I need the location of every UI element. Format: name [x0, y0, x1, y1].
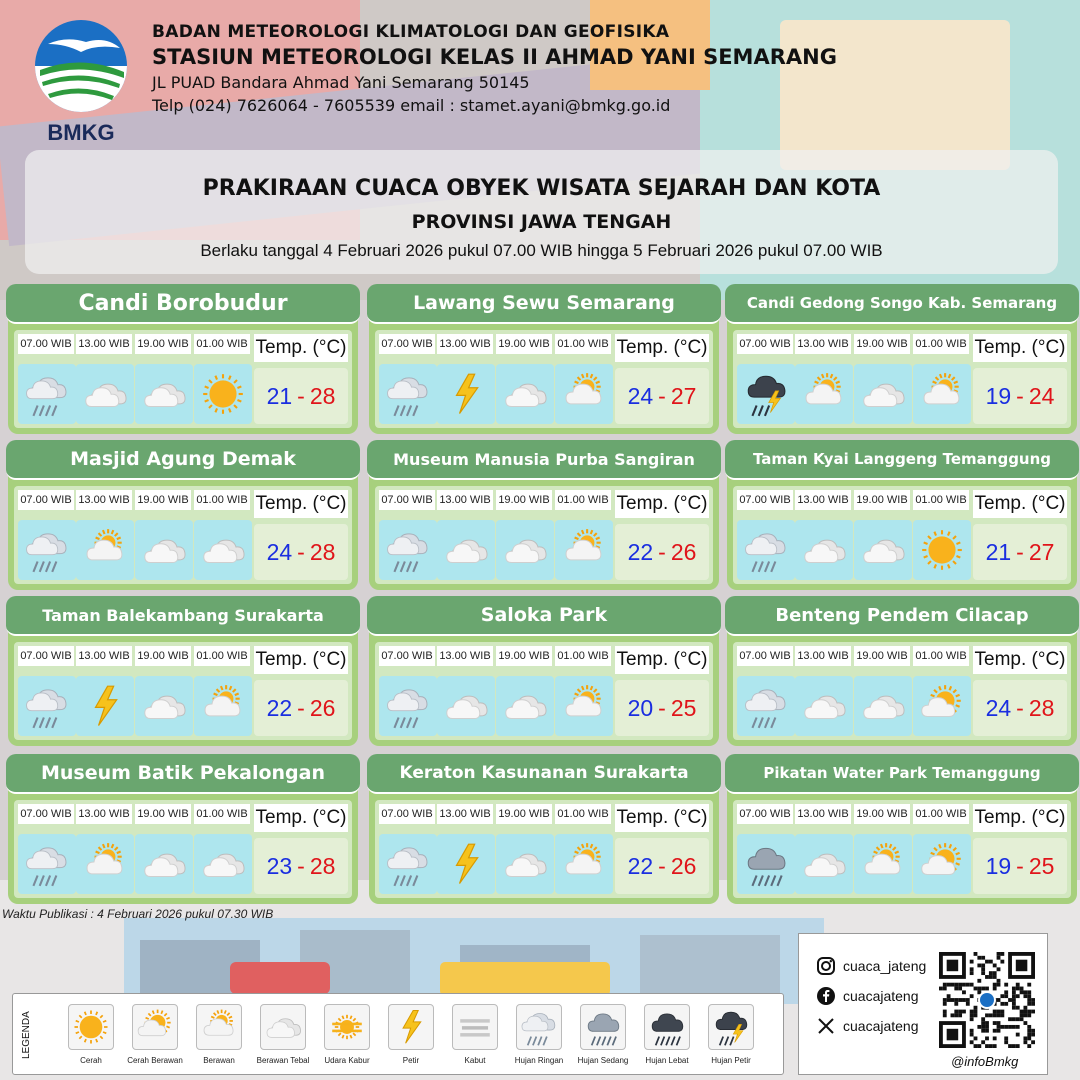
- temp-dash: -: [297, 694, 305, 721]
- temp-dash: -: [297, 382, 305, 409]
- card-title: Saloka Park: [367, 596, 721, 636]
- temp-header: Temp. (°C): [254, 334, 348, 362]
- temp-range: [254, 524, 348, 580]
- qr-code[interactable]: [939, 952, 1035, 1048]
- temp-dash: -: [658, 538, 666, 565]
- temp-max: 28: [1028, 694, 1055, 721]
- station-contact: Telp (024) 7626064 - 7605539 email : stamet.ayani@bmkg.go.id: [152, 96, 671, 115]
- legend-label: Hujan Ringan: [514, 1056, 564, 1065]
- berawan-icon: [795, 364, 853, 424]
- x-link[interactable]: [815, 1014, 919, 1038]
- temp-min: 24: [627, 382, 654, 409]
- time-label: 19.00 WIB: [496, 646, 552, 666]
- temp-header: Temp. (°C): [615, 804, 709, 832]
- card-title: Taman Kyai Langgeng Temanggung: [725, 440, 1079, 480]
- time-label: 07.00 WIB: [18, 334, 74, 354]
- validity-text: Berlaku tanggal 4 Februari 2026 pukul 07.00 WIB hingga 5 Februari 2026 pukul 07.00 WIB: [200, 241, 883, 260]
- time-label: 19.00 WIB: [854, 646, 910, 666]
- forecast-card: [369, 286, 719, 434]
- temp-min: 22: [266, 694, 293, 721]
- berawan-tebal-icon: [135, 364, 193, 424]
- time-label: 07.00 WIB: [737, 334, 793, 354]
- legend-item: [251, 1004, 315, 1065]
- berawan-tebal-icon: [496, 364, 554, 424]
- time-label: 13.00 WIB: [437, 490, 493, 510]
- hujan-ringan-icon: [737, 676, 795, 736]
- forecast-card: [8, 756, 358, 904]
- card-body: [14, 800, 352, 898]
- time-label: 07.00 WIB: [737, 646, 793, 666]
- temp-max: 28: [309, 382, 336, 409]
- temp-max: 25: [1028, 852, 1055, 879]
- time-label: 07.00 WIB: [379, 334, 435, 354]
- time-label: 19.00 WIB: [135, 334, 191, 354]
- temp-header: Temp. (°C): [973, 490, 1067, 518]
- petir-icon: [437, 364, 495, 424]
- card-body: [375, 486, 713, 584]
- hujan-ringan-icon: [737, 520, 795, 580]
- berawan-tebal-icon: [795, 676, 853, 736]
- temp-range: [973, 368, 1067, 424]
- time-label: 01.00 WIB: [913, 646, 969, 666]
- temp-header: Temp. (°C): [254, 804, 348, 832]
- time-label: 01.00 WIB: [555, 804, 611, 824]
- legend-label: Cerah: [80, 1056, 102, 1065]
- time-label: 07.00 WIB: [379, 490, 435, 510]
- time-label: 01.00 WIB: [913, 334, 969, 354]
- legend-label: Berawan Tebal: [256, 1056, 310, 1065]
- forecast-card: [727, 286, 1077, 434]
- facebook-handle: cuacajateng: [843, 988, 919, 1004]
- card-title: Masjid Agung Demak: [6, 440, 360, 480]
- legend-label: Udara Kabur: [324, 1056, 370, 1065]
- forecast-card: [727, 442, 1077, 590]
- temp-header: Temp. (°C): [615, 646, 709, 674]
- hujan-sedang-icon: [737, 834, 795, 894]
- berawan-tebal-icon: [854, 364, 912, 424]
- berawan-tebal-icon: [496, 520, 554, 580]
- temp-max: 26: [309, 694, 336, 721]
- berawan-icon: [76, 834, 134, 894]
- card-title: Museum Batik Pekalongan: [6, 754, 360, 794]
- card-body: [733, 642, 1071, 740]
- berawan-icon: [854, 834, 912, 894]
- instagram-link[interactable]: [815, 954, 926, 978]
- hujan-ringan-icon: [18, 364, 76, 424]
- berawan-tebal-icon: [795, 834, 853, 894]
- legend-item: [123, 1004, 187, 1065]
- temp-dash: -: [297, 538, 305, 565]
- temp-min: 20: [627, 694, 654, 721]
- station-name: STASIUN METEOROLOGI KELAS II AHMAD YANI SEMARANG: [152, 45, 837, 69]
- facebook-link[interactable]: [815, 984, 919, 1008]
- time-label: 19.00 WIB: [496, 334, 552, 354]
- card-title: Taman Balekambang Surakarta: [6, 596, 360, 636]
- instagram-icon: [815, 955, 837, 977]
- time-label: 13.00 WIB: [795, 490, 851, 510]
- temp-range: [254, 368, 348, 424]
- temp-max: 25: [670, 694, 697, 721]
- time-label: 13.00 WIB: [437, 804, 493, 824]
- temp-dash: -: [1016, 852, 1024, 879]
- temp-range: [254, 680, 348, 736]
- hujan-ringan-icon: [516, 1004, 562, 1050]
- publication-time: Waktu Publikasi : 4 Februari 2026 pukul 07.30 WIB: [2, 907, 274, 921]
- cerah-berawan-icon: [913, 676, 971, 736]
- time-label: 19.00 WIB: [854, 804, 910, 824]
- time-label: 01.00 WIB: [913, 490, 969, 510]
- berawan-icon: [555, 834, 613, 894]
- berawan-tebal-icon: [854, 520, 912, 580]
- berawan-icon: [913, 364, 971, 424]
- berawan-icon: [196, 1004, 242, 1050]
- berawan-tebal-icon: [194, 520, 252, 580]
- temp-range: [615, 368, 709, 424]
- hujan-petir-icon: [708, 1004, 754, 1050]
- berawan-tebal-icon: [496, 834, 554, 894]
- temp-dash: -: [658, 694, 666, 721]
- cerah-icon: [194, 364, 252, 424]
- card-title: Benteng Pendem Cilacap: [725, 596, 1079, 636]
- card-body: [733, 800, 1071, 898]
- hujan-ringan-icon: [379, 676, 437, 736]
- legend-item: [379, 1004, 443, 1065]
- card-title: Candi Borobudur: [6, 284, 360, 324]
- card-title: Lawang Sewu Semarang: [367, 284, 721, 324]
- time-label: 01.00 WIB: [194, 646, 250, 666]
- hujan-ringan-icon: [379, 364, 437, 424]
- berawan-tebal-icon: [135, 520, 193, 580]
- berawan-icon: [76, 520, 134, 580]
- instagram-handle: cuaca_jateng: [843, 958, 927, 974]
- forecast-card: [8, 598, 358, 746]
- legend-panel: [12, 993, 784, 1075]
- time-label: 01.00 WIB: [194, 490, 250, 510]
- legend-label: Kabut: [464, 1056, 486, 1065]
- cerah-berawan-icon: [132, 1004, 178, 1050]
- temp-range: [615, 524, 709, 580]
- time-label: 19.00 WIB: [135, 804, 191, 824]
- time-label: 19.00 WIB: [854, 490, 910, 510]
- temp-min: 21: [266, 382, 293, 409]
- berawan-icon: [555, 520, 613, 580]
- berawan-tebal-icon: [795, 520, 853, 580]
- berawan-tebal-icon: [135, 834, 193, 894]
- berawan-icon: [194, 676, 252, 736]
- card-body: [733, 486, 1071, 584]
- legend-label: Hujan Sedang: [577, 1056, 629, 1065]
- logo-text: BMKG: [47, 120, 115, 144]
- legend-label: Berawan: [203, 1056, 235, 1065]
- temp-header: Temp. (°C): [615, 334, 709, 362]
- temp-dash: -: [1016, 382, 1024, 409]
- time-label: 01.00 WIB: [555, 490, 611, 510]
- time-label: 19.00 WIB: [135, 646, 191, 666]
- forecast-card: [727, 756, 1077, 904]
- cerah-icon: [68, 1004, 114, 1050]
- time-label: 07.00 WIB: [379, 646, 435, 666]
- forecast-card: [727, 598, 1077, 746]
- hujan-ringan-icon: [18, 520, 76, 580]
- legend-item: [315, 1004, 379, 1065]
- temp-header: Temp. (°C): [973, 646, 1067, 674]
- legend-label: Hujan Lebat: [645, 1056, 689, 1065]
- berawan-icon: [555, 364, 613, 424]
- card-title: Pikatan Water Park Temanggung: [725, 754, 1079, 794]
- time-label: 01.00 WIB: [555, 334, 611, 354]
- legend-item: [507, 1004, 571, 1065]
- udara-kabur-icon: [324, 1004, 370, 1050]
- temp-dash: -: [297, 852, 305, 879]
- card-title: Museum Manusia Purba Sangiran: [367, 440, 721, 480]
- temp-min: 22: [627, 852, 654, 879]
- time-label: 13.00 WIB: [76, 334, 132, 354]
- hujan-sedang-icon: [580, 1004, 626, 1050]
- page-title: PRAKIRAAN CUACA OBYEK WISATA SEJARAH DAN KOTA: [202, 176, 881, 201]
- temp-header: Temp. (°C): [615, 490, 709, 518]
- temp-max: 28: [309, 538, 336, 565]
- temp-range: [615, 680, 709, 736]
- station-address: JL PUAD Bandara Ahmad Yani Semarang 50145: [152, 73, 530, 92]
- time-label: 07.00 WIB: [379, 804, 435, 824]
- time-label: 13.00 WIB: [795, 804, 851, 824]
- time-label: 07.00 WIB: [737, 490, 793, 510]
- forecast-card: [369, 598, 719, 746]
- time-label: 07.00 WIB: [18, 490, 74, 510]
- temp-header: Temp. (°C): [254, 490, 348, 518]
- legend-item: [59, 1004, 123, 1065]
- time-label: 01.00 WIB: [194, 334, 250, 354]
- card-body: [375, 330, 713, 428]
- temp-min: 19: [985, 382, 1012, 409]
- time-label: 19.00 WIB: [854, 334, 910, 354]
- temp-min: 22: [627, 538, 654, 565]
- time-label: 01.00 WIB: [913, 804, 969, 824]
- legend-label: Cerah Berawan: [127, 1056, 183, 1065]
- card-body: [733, 330, 1071, 428]
- social-panel: [798, 933, 1048, 1075]
- temp-max: 26: [670, 538, 697, 565]
- berawan-tebal-icon: [437, 520, 495, 580]
- temp-header: Temp. (°C): [973, 334, 1067, 362]
- temp-max: 27: [670, 382, 697, 409]
- time-label: 01.00 WIB: [194, 804, 250, 824]
- card-body: [14, 330, 352, 428]
- legend-label: Petir: [402, 1056, 420, 1065]
- temp-min: 23: [266, 852, 293, 879]
- hujan-ringan-icon: [379, 834, 437, 894]
- time-label: 13.00 WIB: [76, 646, 132, 666]
- temp-dash: -: [1016, 538, 1024, 565]
- time-label: 13.00 WIB: [437, 334, 493, 354]
- time-label: 01.00 WIB: [555, 646, 611, 666]
- forecast-card: [8, 442, 358, 590]
- berawan-tebal-icon: [260, 1004, 306, 1050]
- card-title: Keraton Kasunanan Surakarta: [367, 754, 721, 794]
- time-label: 07.00 WIB: [737, 804, 793, 824]
- berawan-tebal-icon: [194, 834, 252, 894]
- cerah-icon: [913, 520, 971, 580]
- temp-range: [973, 838, 1067, 894]
- temp-header: Temp. (°C): [254, 646, 348, 674]
- hujan-petir-icon: [737, 364, 795, 424]
- time-label: 19.00 WIB: [135, 490, 191, 510]
- temp-max: 24: [1028, 382, 1055, 409]
- legend-item: [635, 1004, 699, 1065]
- temp-range: [973, 524, 1067, 580]
- temp-range: [254, 838, 348, 894]
- time-label: 07.00 WIB: [18, 646, 74, 666]
- kabut-icon: [452, 1004, 498, 1050]
- temp-max: 27: [1028, 538, 1055, 565]
- hujan-ringan-icon: [379, 520, 437, 580]
- card-title: Candi Gedong Songo Kab. Semarang: [725, 284, 1079, 324]
- temp-min: 19: [985, 852, 1012, 879]
- temp-dash: -: [658, 852, 666, 879]
- time-label: 19.00 WIB: [496, 804, 552, 824]
- time-label: 13.00 WIB: [795, 646, 851, 666]
- berawan-tebal-icon: [76, 364, 134, 424]
- berawan-tebal-icon: [135, 676, 193, 736]
- petir-icon: [76, 676, 134, 736]
- berawan-icon: [555, 676, 613, 736]
- forecast-card: [8, 286, 358, 434]
- card-body: [14, 486, 352, 584]
- forecast-card: [369, 442, 719, 590]
- time-label: 13.00 WIB: [437, 646, 493, 666]
- legend-item: [443, 1004, 507, 1065]
- card-body: [375, 642, 713, 740]
- temp-min: 21: [985, 538, 1012, 565]
- temp-dash: -: [658, 382, 666, 409]
- hujan-ringan-icon: [18, 834, 76, 894]
- x-icon: [815, 1015, 837, 1037]
- card-body: [14, 642, 352, 740]
- petir-icon: [437, 834, 495, 894]
- berawan-tebal-icon: [854, 676, 912, 736]
- bmkg-handle: @infoBmkg: [951, 1054, 1019, 1069]
- temp-range: [973, 680, 1067, 736]
- page-subtitle: PROVINSI JAWA TENGAH: [411, 211, 672, 233]
- berawan-tebal-icon: [437, 676, 495, 736]
- temp-min: 24: [985, 694, 1012, 721]
- time-label: 13.00 WIB: [795, 334, 851, 354]
- org-name: BADAN METEOROLOGI KLIMATOLOGI DAN GEOFISIKA: [152, 22, 670, 42]
- legend-item: [187, 1004, 251, 1065]
- forecast-card: [369, 756, 719, 904]
- legend-label: Hujan Petir: [711, 1056, 751, 1065]
- temp-max: 28: [309, 852, 336, 879]
- legend-title: LEGENDA: [21, 1011, 32, 1059]
- time-label: 13.00 WIB: [76, 490, 132, 510]
- facebook-icon: [815, 985, 837, 1007]
- hujan-ringan-icon: [18, 676, 76, 736]
- card-body: [375, 800, 713, 898]
- hujan-lebat-icon: [644, 1004, 690, 1050]
- legend-item: [699, 1004, 763, 1065]
- berawan-tebal-icon: [496, 676, 554, 736]
- temp-max: 26: [670, 852, 697, 879]
- time-label: 19.00 WIB: [496, 490, 552, 510]
- temp-dash: -: [1016, 694, 1024, 721]
- time-label: 07.00 WIB: [18, 804, 74, 824]
- time-label: 13.00 WIB: [76, 804, 132, 824]
- cerah-berawan-icon: [913, 834, 971, 894]
- temp-range: [615, 838, 709, 894]
- temp-min: 24: [266, 538, 293, 565]
- x-handle: cuacajateng: [843, 1018, 919, 1034]
- legend-item: [571, 1004, 635, 1065]
- temp-header: Temp. (°C): [973, 804, 1067, 832]
- petir-icon: [388, 1004, 434, 1050]
